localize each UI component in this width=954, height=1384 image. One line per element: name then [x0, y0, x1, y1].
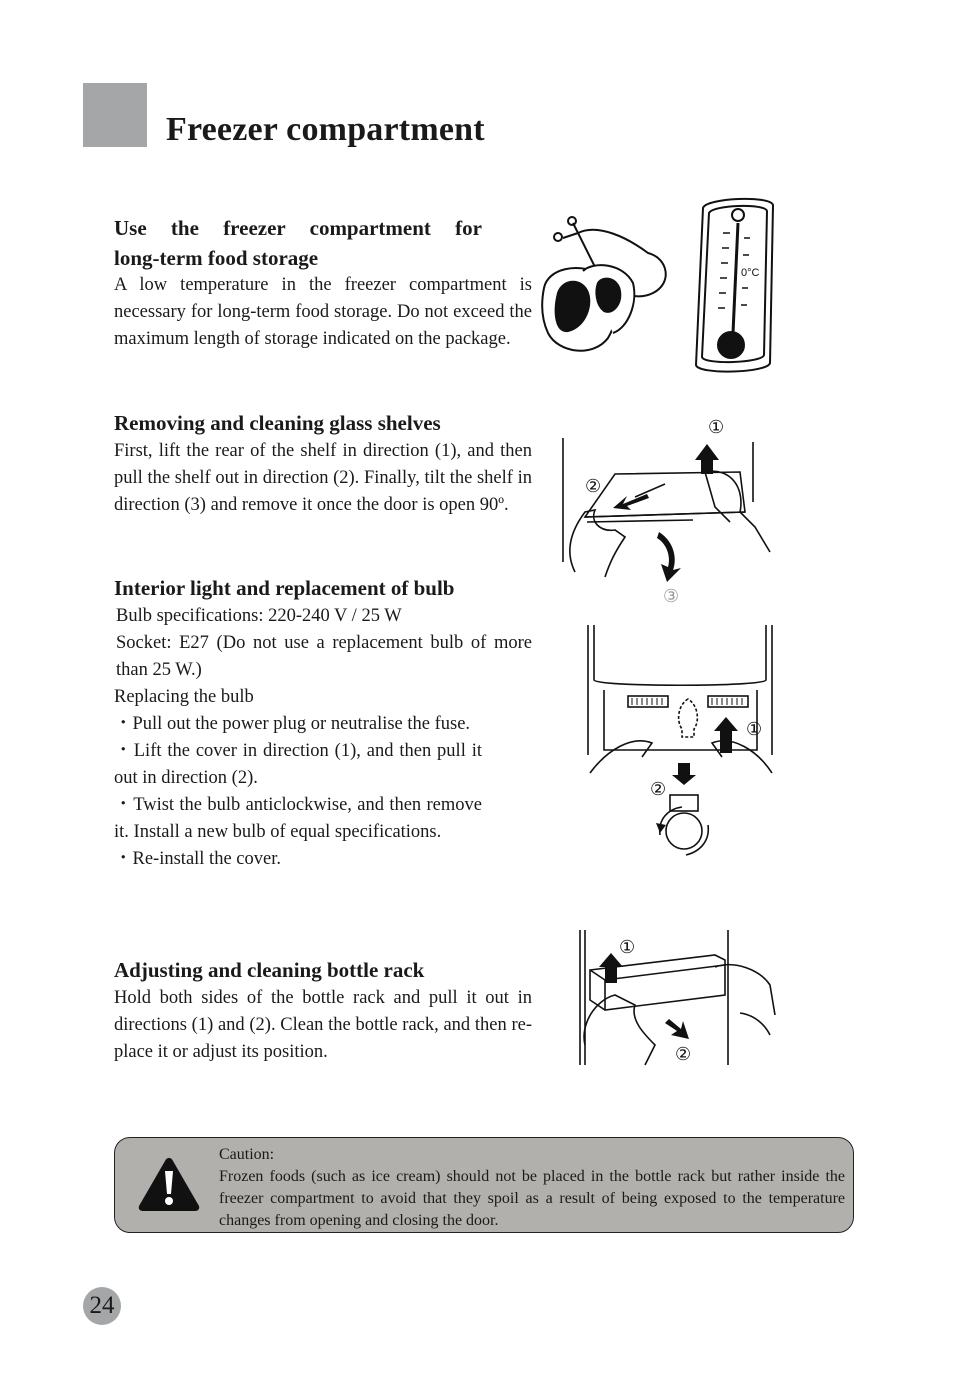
section-body: First, lift the rear of the shelf in direction (1), and then pull the shelf out in direction (2). Finally, tilt the shelf in direction (3) and remove it once the door is open 90º.: [114, 441, 532, 515]
bulb-spec-power: Bulb specifications: 220-240 V / 25 W: [116, 606, 402, 626]
caution-box: [114, 1137, 854, 1233]
section-bottle-rack: [114, 955, 532, 1066]
arrow-left-icon: [613, 494, 649, 510]
section-body: Hold both sides of the bottle rack and pull it out in directions (1) and (2). Clean the bottle rack, and then re-place it or adjust its position.: [114, 988, 532, 1062]
replace-step: ・Re-install the cover.: [114, 849, 281, 869]
section-heading: Interior light and replacement of bulb: [114, 576, 455, 600]
bulb-label-1: ①: [746, 719, 763, 740]
arrow-down-right-icon: [665, 1019, 689, 1039]
bulb-label-2: ②: [650, 779, 667, 800]
shelf-label-3: ③: [663, 586, 680, 607]
section-interior-light: [114, 573, 532, 873]
thermometer-icon: [696, 199, 773, 372]
shelf-label-2: ②: [585, 476, 602, 497]
section-freezer-storage-body: [114, 272, 532, 353]
page-title: Freezer compartment: [166, 111, 485, 148]
replace-step: ・Pull out the power plug or neutralise the fuse.: [114, 714, 471, 734]
section-heading: Adjusting and cleaning bottle rack: [114, 958, 425, 982]
section-glass-shelves: [114, 408, 532, 519]
section-heading-cont: long-term food storage: [114, 246, 319, 270]
rack-label-2: ②: [675, 1044, 692, 1065]
arrow-up-icon: [695, 444, 719, 474]
section-freezer-storage: [114, 213, 482, 273]
replace-subheading: Replacing the bulb: [114, 687, 254, 707]
arrow-tilt-icon: [657, 532, 681, 582]
bulb-spec-socket: Socket: E27 (Do not use a replacement bulb of more than 25 W.): [116, 633, 532, 680]
title-block-marker: [83, 83, 147, 147]
section-body: A low temperature in the freezer compartment is necessary for long-term food storage. Do not exceed the maximum length of storage indicated on the package.: [114, 275, 532, 349]
caution-label: Caution:: [219, 1146, 275, 1163]
replace-step: ・Twist the bulb anticlockwise, and then remove it. Install a new bulb of equal specifications.: [114, 795, 482, 842]
bulb-replacement-illustration: [582, 625, 787, 860]
section-heading: Use the freezer compartment for: [114, 216, 482, 240]
arrow-down-icon: [672, 763, 696, 785]
thermometer-label: 0°C: [741, 267, 760, 279]
caution-text: Frozen foods (such as ice cream) should not be placed in the bottle rack but rather inside the freezer compartment to avoid that they spoil as a result of being exposed to the temperature changes from opening and closing the door.: [219, 1168, 845, 1229]
rotate-arrow-icon: [656, 823, 666, 833]
glass-shelf-illustration: [555, 412, 780, 607]
page-number: 24: [83, 1287, 121, 1325]
arrow-up-icon: [714, 717, 738, 753]
bottle-rack-illustration: [575, 925, 780, 1070]
rack-label-1: ①: [619, 937, 636, 958]
freezer-food-illustration: [538, 193, 783, 378]
replace-step: ・Lift the cover in direction (1), and then pull it out in direction (2).: [114, 741, 482, 788]
frozen-meat-icon: [542, 217, 666, 351]
shelf-label-1: ①: [708, 417, 725, 438]
section-heading: Removing and cleaning glass shelves: [114, 411, 441, 435]
warning-triangle-icon: [137, 1156, 201, 1212]
